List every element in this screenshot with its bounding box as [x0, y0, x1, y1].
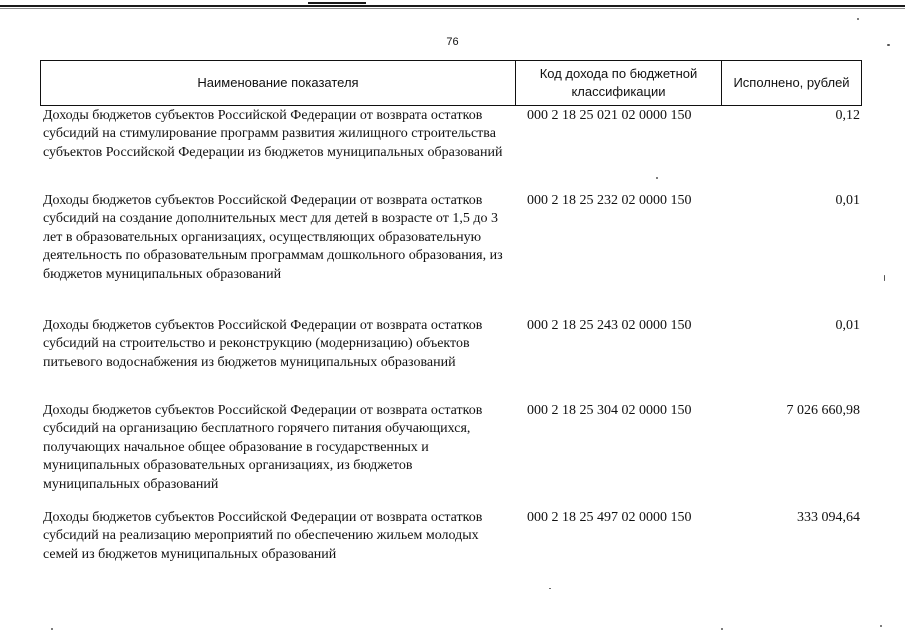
row-code: 000 2 18 25 021 02 0000 150: [527, 108, 692, 123]
scan-speck: [51, 628, 53, 630]
row-name: Доходы бюджетов субъектов Российской Федерации от возврата остатков субсидий на стимулирование программ развития жилищного строительства субъектов Российской Федерации из бюджетов муниципальных образований: [43, 108, 503, 160]
scan-speck: [549, 588, 551, 589]
row-code: 000 2 18 25 243 02 0000 150: [527, 318, 692, 333]
header-code: Код дохода по бюджетной классификации: [516, 61, 722, 105]
row-code: 000 2 18 25 304 02 0000 150: [527, 403, 692, 418]
scan-speck: [887, 44, 890, 46]
row-name: Доходы бюджетов субъектов Российской Федерации от возврата остатков субсидий на строительство и реконструкцию (модернизацию) объектов питьевого водоснабжения из бюджетов муниципальных образований: [43, 318, 483, 370]
top-border-shadow: [0, 8, 905, 9]
scan-speck: [656, 177, 658, 179]
row-amount: 0,01: [835, 318, 860, 333]
row-amount: 333 094,64: [797, 510, 860, 525]
row-code: 000 2 18 25 497 02 0000 150: [527, 510, 692, 525]
row-name: Доходы бюджетов субъектов Российской Федерации от возврата остатков субсидий на создание дополнительных мест для детей в возрасте от 1,5 до 3 лет в образовательных организациях, осуществляющих образовательную деятельность по образовательным программам дошкольного образования, из бюджетов муниципальных образований: [43, 193, 503, 282]
row-code: 000 2 18 25 232 02 0000 150: [527, 193, 692, 208]
scan-speck: [880, 625, 882, 627]
scan-speck: [721, 628, 723, 630]
scan-speck: [884, 275, 885, 281]
scan-speck: [857, 18, 859, 20]
row-name: Доходы бюджетов субъектов Российской Федерации от возврата остатков субсидий на организацию бесплатного горячего питания обучающихся, получающих начальное общее образование в государственных и муниципальных образовательных организациях, из бюджетов муниципальных образований: [43, 403, 483, 492]
row-amount: 0,01: [835, 193, 860, 208]
table-header: [40, 60, 862, 106]
row-amount: 7 026 660,98: [786, 403, 860, 418]
row-amount: 0,12: [835, 108, 860, 123]
top-border-rule: [0, 5, 905, 7]
header-name: Наименование показателя: [41, 61, 516, 105]
page-number: 76: [446, 36, 459, 48]
row-name: Доходы бюджетов субъектов Российской Федерации от возврата остатков субсидий на реализацию мероприятий по обеспечению жильем молодых семей из бюджетов муниципальных образований: [43, 510, 483, 562]
top-border-mark: [308, 2, 366, 4]
header-executed: Исполнено, рублей: [733, 75, 850, 90]
